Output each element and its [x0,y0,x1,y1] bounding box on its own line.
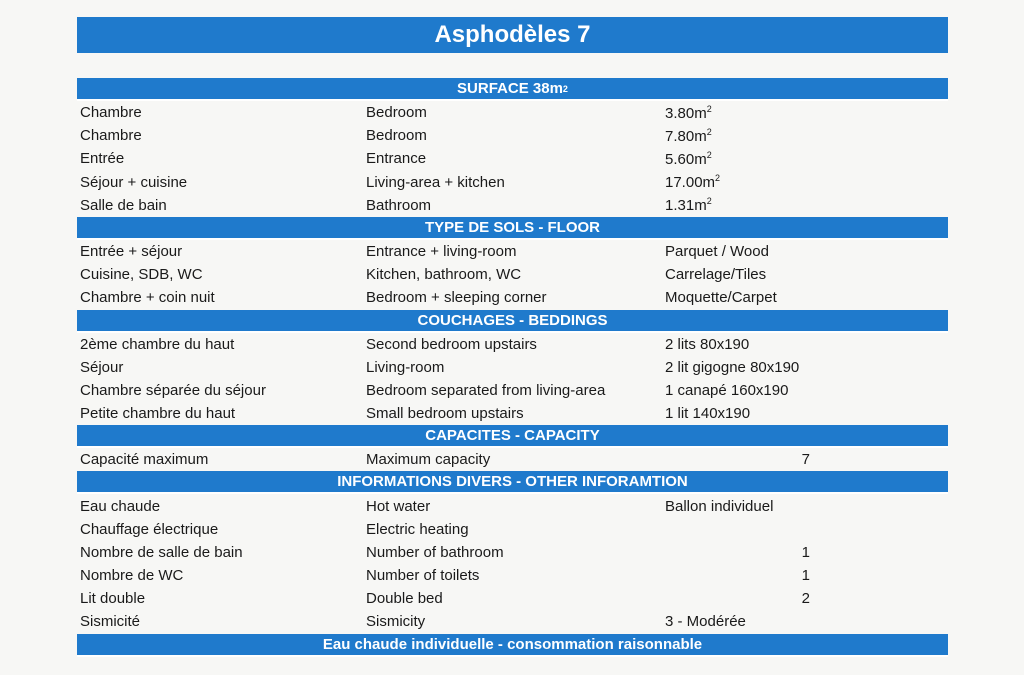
table-row [77,494,948,517]
value-cell [662,127,948,145]
value-text: $17.00m^2$ [665,173,721,192]
value-cell [662,498,948,515]
label-en: Double bed [366,590,443,608]
label-en: Bedroom + sleeping corner [366,289,547,307]
table-row [77,402,948,425]
value-text: $1.31m^2$ [665,196,712,215]
label-en: Entrance + living-room [366,243,517,261]
table-row [77,356,948,379]
value-text: $3.80m^2$ [665,103,712,122]
table-row [77,518,948,541]
value-cell [662,567,948,584]
label-en: Number of toilets [366,567,480,585]
table-row [77,101,948,124]
value-cell [662,104,948,122]
value-cell [662,150,948,168]
section-header: TYPE DE SOLS - FLOOR [77,217,948,240]
label-fr: 2ème chambre du haut [80,335,235,353]
value-cell [662,336,948,353]
label-fr: Nombre de salle de bain [80,543,243,561]
label-fr: Entrée [80,150,125,168]
value-text: 1 [801,543,810,561]
table-row [77,240,948,263]
table-row [77,541,948,564]
label-en: Entrance [366,150,427,168]
label-en: Sismicity [366,613,426,631]
value-cell [662,382,948,399]
section-header: COUCHAGES - BEDDINGS [77,310,948,333]
value-cell [662,590,948,607]
table-row [77,124,948,147]
value-text: 1 lit 140x190 [665,405,751,423]
value-text: 3 - Modérée [665,613,746,631]
value-text: 2 [801,590,810,608]
table-row [77,194,948,217]
value-cell [662,243,948,260]
value-cell [662,359,948,376]
label-fr: Séjour + cuisine [80,173,188,191]
label-en: Small bedroom upstairs [366,405,524,423]
table-row [77,379,948,402]
table-row [77,147,948,170]
label-fr: Chambre séparée du séjour [80,381,266,399]
value-cell [662,289,948,306]
label-en: Bedroom separated from living-area [366,381,606,399]
label-fr: Capacité maximum [80,451,209,469]
label-fr: Cuisine, SDB, WC [80,266,203,284]
value-text: Ballon individuel [665,497,774,515]
value-text: 7 [801,451,810,469]
label-fr: Chambre [80,127,142,145]
value-cell [662,544,948,561]
label-fr: Eau chaude [80,497,161,515]
value-cell [662,405,948,422]
value-cell [662,173,948,191]
label-fr: Sismicité [80,613,141,631]
table-row [77,333,948,356]
label-fr: Nombre de WC [80,567,184,585]
label-en: Living-area + kitchen [366,173,505,191]
value-text: 1 [801,567,810,585]
value-text: Moquette/Carpet [665,289,777,307]
label-en: Electric heating [366,520,469,538]
value-text: Carrelage/Tiles [665,266,767,284]
label-fr: Lit double [80,590,146,608]
value-text: Parquet / Wood [665,243,769,261]
label-en: Bedroom [366,104,427,122]
value-cell [662,613,948,630]
value-cell [662,196,948,214]
label-en: Living-room [366,358,445,376]
label-en: Bedroom [366,127,427,145]
table-row [77,564,948,587]
section-header: SURFACE 38m 2 [77,78,948,101]
label-fr: Salle de bain [80,196,167,214]
table-row [77,587,948,610]
label-en: Hot water [366,497,431,515]
table-row [77,610,948,633]
table-row [77,263,948,286]
info-table [77,78,948,657]
value-text: $5.60m^2$ [665,149,712,168]
label-en: Bathroom [366,196,432,214]
label-fr: Chambre [80,104,142,122]
table-row [77,171,948,194]
label-fr: Entrée + séjour [80,243,183,261]
value-cell [662,266,948,283]
value-text: $7.80m^2$ [665,126,712,145]
label-fr: Petite chambre du haut [80,405,236,423]
value-cell [662,451,948,468]
table-row [77,448,948,471]
label-fr: Chauffage électrique [80,520,219,538]
label-en: Number of bathroom [366,543,504,561]
page-title: Asphodèles 7 [77,17,948,53]
value-text: 2 lits 80x190 [665,335,750,353]
section-header: INFORMATIONS DIVERS - OTHER INFORAMTION [77,471,948,494]
label-en: Second bedroom upstairs [366,335,537,353]
footer-band: Eau chaude individuelle - consommation raisonnable [77,634,948,657]
label-fr: Séjour [80,358,124,376]
table-row [77,286,948,309]
value-text: 2 lit gigogne 80x190 [665,358,800,376]
label-en: Kitchen, bathroom, WC [366,266,522,284]
section-header: CAPACITES - CAPACITY [77,425,948,448]
value-text: 1 canapé 160x190 [665,381,789,399]
label-fr: Chambre + coin nuit [80,289,215,307]
label-en: Maximum capacity [366,451,491,469]
